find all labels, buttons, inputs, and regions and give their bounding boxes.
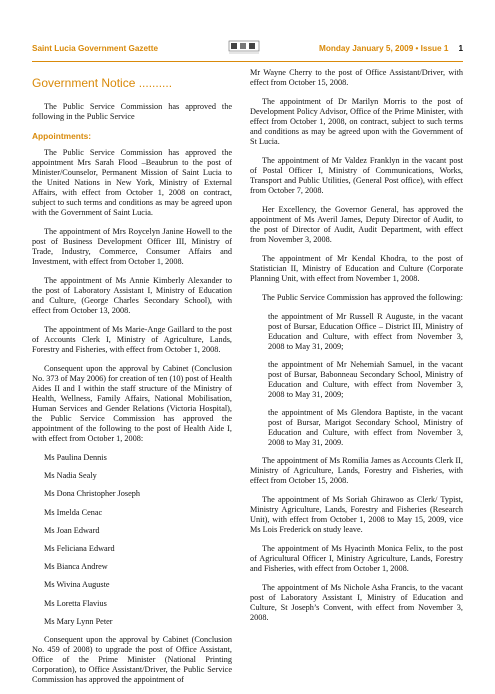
list-item: Ms Loretta Flavius	[44, 598, 107, 608]
list-item: Ms Mary Lynn Peter	[44, 616, 113, 626]
list-item: Ms Dona Christopher Joseph	[44, 489, 141, 499]
sub-item: the appointment of Ms Glendora Baptiste, in the vacant post of Bursar, Marigot Secondary School, Ministry of Education and Culture, with effect from November 3, 2008 to May 31, 2009.	[268, 408, 463, 447]
list-item: Ms Wivina Auguste	[44, 580, 110, 590]
issue-date-text: Monday January 5, 2009 • Issue 1	[319, 44, 449, 53]
left-column	[32, 68, 232, 694]
health-aide-list	[44, 453, 232, 627]
paragraph: The appointment of Ms Soriah Ghirawoo as Clerk/ Typist, Ministry Agriculture, Lands, Forestry and Fisheries (Research Unit), with effect from October 1, 2008 to May 15, 2009, vice Ms Lois Frederick on study leave.	[250, 495, 463, 534]
list-item: Ms Paulina Dennis	[44, 453, 107, 462]
page-number: 1	[458, 44, 463, 53]
paragraph: The Public Service Commission has approved the following:	[262, 293, 463, 302]
right-column	[250, 68, 463, 632]
paragraph: The appointment of Mrs Roycelyn Janine Howell to the post of Business Development Officer III, Ministry of Trade, Industry, Commerce, Consumer Affairs and Investment, with effect from October 1, 2008.	[32, 227, 232, 266]
issue-date	[319, 44, 463, 53]
list-item: Ms Joan Edward	[44, 525, 100, 535]
paragraph: Mr Wayne Cherry to the post of Office Assistant/Driver, with effect from October 15, 2008.	[250, 68, 463, 87]
paragraph: The appointment of Ms Annie Kimberly Alexander to the post of Laboratory Assistant I, Ministry of Education and Culture, (George Charles Secondary School), with effect from October 13, 2008.	[32, 276, 232, 315]
gazette-title: Saint Lucia Government Gazette	[32, 44, 159, 53]
paragraph: The appointment of Ms Romilia James as Accounts Clerk II, Ministry of Agriculture, Lands, Forestry and Fisheries, with effect from October 15, 2008.	[250, 456, 463, 485]
list-item: Ms Bianca Andrew	[44, 562, 108, 572]
header-rule	[32, 61, 463, 62]
paragraph: The appointment of Mr Kendal Khodra, to the post of Statistician II, Ministry of Education and Culture (Corporate Planning Unit, with effect from November 1, 2008.	[250, 254, 463, 283]
paragraph: Consequent upon the approval by Cabinet (Conclusion No. 459 of 2008) to upgrade the post of Office Assistant, Office of the Prime Minister (National Printing Corporation), to Office Assistant/Driver, the Public Service Commission has approved the appointment of	[32, 634, 232, 684]
paragraph: The appointment of Ms Hyacinth Monica Felix, to the post of Agricultural Officer I, Ministry Agriculture, Lands, Forestry and Fisheries, with effect from October 1, 2008.	[250, 544, 463, 573]
gazette-header	[32, 40, 463, 58]
paragraph: The appointment of Dr Marilyn Morris to the post of Development Policy Advisor, Office of the Prime Minister, with effect from October 1, 2008, on contract, subject to such terms and conditions as may be agreed upon with the Government of St Lucia.	[250, 97, 463, 146]
list-item: Ms Imelda Cenac	[44, 507, 103, 517]
sub-item: the appointment of Mr Nehemiah Samuel, in the vacant post of Bursar, Babonneau Secondary School, Ministry of Education and Culture, with effect from November 3, 2008 to May 31, 2009;	[268, 360, 463, 399]
list-item: Ms Feliciana Edward	[44, 543, 115, 553]
npc-logo	[228, 40, 260, 56]
list-item: Ms Nadia Sealy	[44, 471, 97, 481]
sub-item: the appointment of Mr Russell R Auguste, in the vacant post of Bursar, Education Office – District III, Ministry of Education and Culture, with effect from November 3, 2008 to May 31, 2009;	[268, 312, 463, 351]
paragraph: Her Excellency, the Governor General, has approved the appointment of Ms Averil James, Deputy Director of Audit, to the post of Director of Audit, Audit Department, with effect from November 3, 2008.	[250, 205, 463, 244]
paragraph: Consequent upon the approval by Cabinet (Conclusion No. 373 of May 2006) for creation of ten (10) post of Health Aides II and I within the staff structure of the Ministry of Health, Wellness, Family Affairs, National Mobilisation, Human Services and Gender Relations (Victoria Hospital), the Public Service Commission has approved the appointment of the following to the post of Health Aide I, with effect from October 1, 2008:	[32, 364, 233, 443]
paragraph: The appointment of Mr Valdez Franklyn in the vacant post of Postal Officer I, Ministry of Communications, Works, Transport and Public Utilities, (General Post office), with effect from October 7, 2008.	[250, 156, 463, 195]
intro-paragraph: The Public Service Commission has approved the following in the Public Service	[32, 102, 232, 121]
notice-title: Government Notice ..........	[32, 76, 173, 90]
appointments-heading: Appointments:	[32, 131, 92, 141]
paragraph: The appointment of Ms Marie-Ange Gaillard to the post of Accounts Clerk I, Ministry of Agriculture, Lands, Forestry and Fisheries, with effect from October 1, 2008.	[32, 325, 232, 354]
paragraph: The Public Service Commission has approved the appointment Mrs Sarah Flood –Beaubrun to the post of Minister/Counselor, Permanent Mission of Saint Lucia to the United Nations in New York, Ministry of External Affairs, with effect from October 1, 2008 on contract, subject to such terms and conditions as may be agreed upon with the Government of Saint Lucia.	[32, 148, 232, 217]
paragraph: The appointment of Ms Nichole Asha Francis, to the vacant post of Laboratory Assistant I, Ministry of Education and Culture, St Joseph’s Convent, with effect from November 3, 2008.	[250, 583, 463, 622]
